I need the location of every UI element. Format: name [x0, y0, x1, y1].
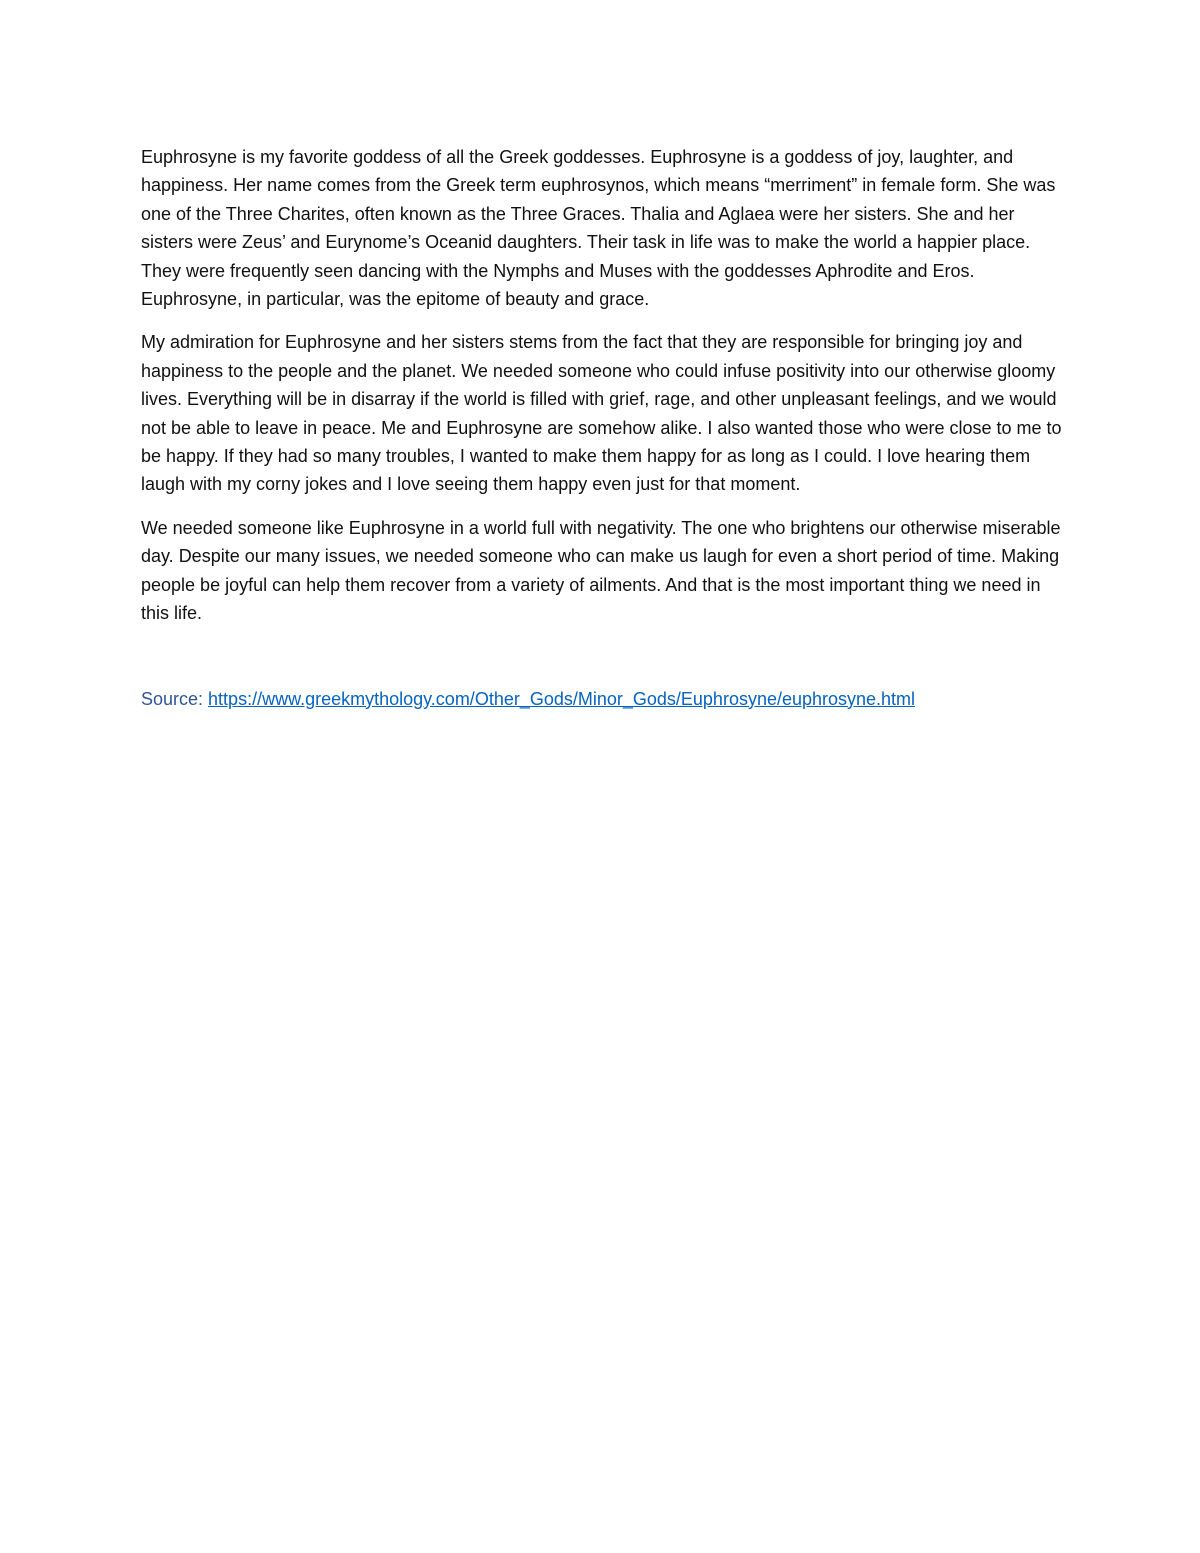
paragraph-conclusion: We needed someone like Euphrosyne in a world full with negativity. The one who brightens our otherwise miserable day. Despite our many issues, we needed someone who can make us laugh for even a short period of time. Making people be joyful can help them recover from a variety of ailments. And that is the most important thing we need in this life. [141, 517, 1061, 624]
document-body [141, 143, 1066, 728]
source-line [141, 685, 1066, 713]
source-link[interactable]: https://www.greekmythology.com/Other_Gods/Minor_Gods/Euphrosyne/euphrosyne.html [208, 688, 916, 709]
source-label: Source: [141, 688, 209, 709]
paragraph-intro: Euphrosyne is my favorite goddess of all the Greek goddesses. Euphrosyne is a goddess of joy, laughter, and happiness. Her name comes from the Greek term euphrosynos, which means “merriment” in female form. She was one of the Three Charites, often known as the Three Graces. Thalia and Aglaea were her sisters. She and her sisters were Zeus’ and Eurynome’s Oceanid daughters. Their task in life was to make the world a happier place. They were frequently seen dancing with the Nymphs and Muses with the goddesses Aphrodite and Eros. Euphrosyne, in particular, was the epitome of beauty and grace. [141, 147, 1056, 310]
paragraph-admiration: My admiration for Euphrosyne and her sisters stems from the fact that they are responsible for bringing joy and happiness to the people and the planet. We needed someone who could infuse positivity into our otherwise gloomy lives. Everything will be in disarray if the world is filled with grief, rage, and other unpleasant feelings, and we would not be able to leave in peace. Me and Euphrosyne are somehow alike. I also wanted those who were close to me to be happy. If they had so many troubles, I wanted to make them happy for as long as I could. I love hearing them laugh with my corny jokes and I love seeing them happy even just for that moment. [141, 332, 1062, 495]
